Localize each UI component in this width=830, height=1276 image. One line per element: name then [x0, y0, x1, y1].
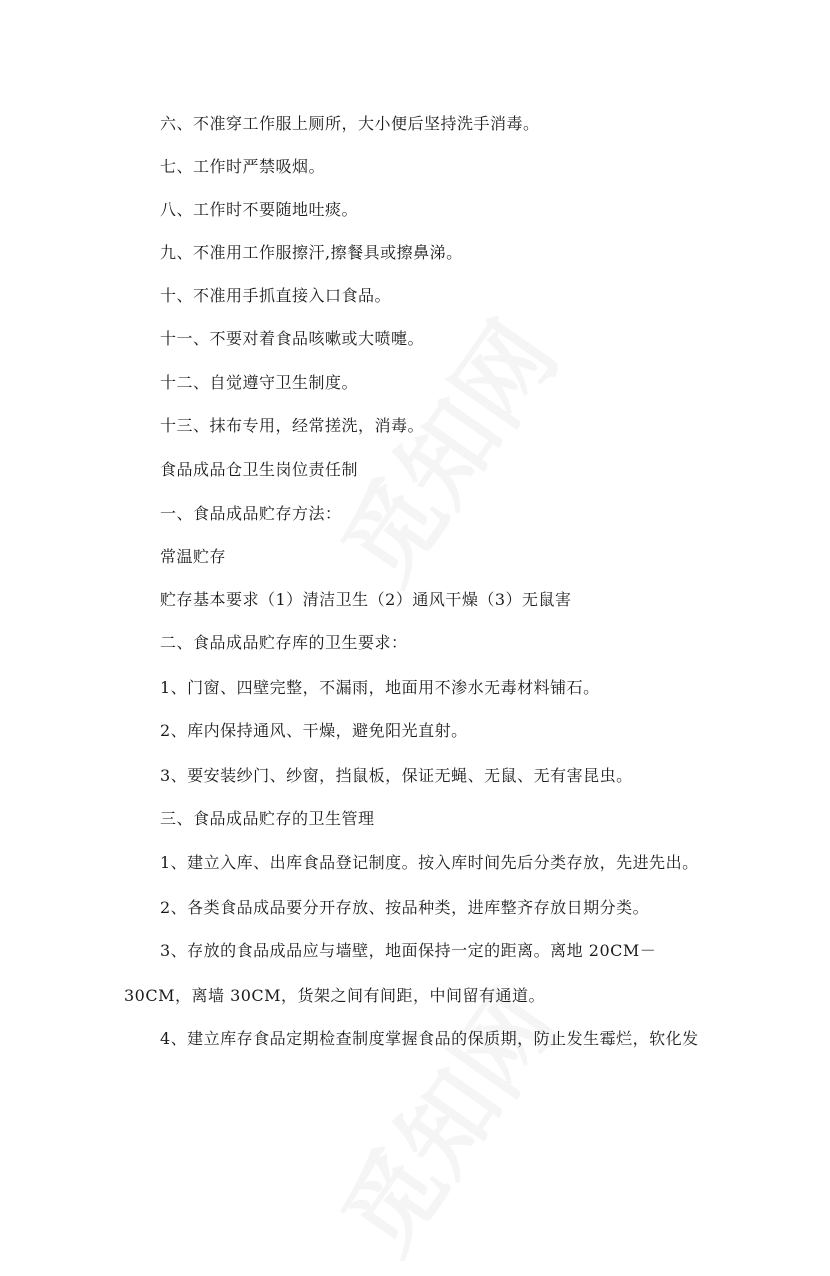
text-line: 六、不准穿工作服上厕所，大小便后坚持洗手消毒。	[160, 114, 540, 133]
text-line: 十、不准用手抓直接入口食品。	[160, 286, 392, 305]
text-line: 常温贮存	[160, 547, 227, 566]
text-line: 2、各类食品成品要分开存放、按品种类，进库整齐存放日期分类。	[160, 898, 650, 917]
watermark-logo	[305, 961, 582, 1275]
text-line: 九、不准用工作服擦汗,擦餐具或擦鼻涕。	[160, 243, 463, 262]
text-line: 3、存放的食品成品应与墙壁，地面保持一定的距离。离地 20CM－	[160, 941, 657, 960]
text-line: 二、食品成品贮存库的卫生要求：	[160, 633, 408, 652]
text-line: 一、食品成品贮存方法：	[160, 504, 342, 523]
text-line: 十二、自觉遵守卫生制度。	[160, 373, 359, 392]
section-heading: 食品成品仓卫生岗位责任制	[160, 460, 359, 479]
text-line: 贮存基本要求（1）清洁卫生（2）通风干燥（3）无鼠害	[160, 590, 572, 609]
text-line: 4、建立库存食品定期检查制度掌握食品的保质期，防止发生霉烂，软化发	[160, 1029, 699, 1048]
text-line: 七、工作时严禁吸烟。	[160, 157, 326, 176]
text-line: 八、工作时不要随地吐痰。	[160, 200, 359, 219]
text-line: 1、建立入库、出库食品登记制度。按入库时间先后分类存放，先进先出。	[160, 853, 699, 872]
text-line: 三、食品成品贮存的卫生管理	[160, 809, 375, 828]
text-line: 十三、抹布专用，经常搓洗，消毒。	[160, 416, 425, 435]
text-line: 十一、不要对着食品咳嗽或大喷嚏。	[160, 329, 425, 348]
text-line: 2、库内保持通风、干燥，避免阳光直射。	[160, 721, 468, 740]
text-line: 30CM，离墙 30CM，货架之间有间距，中间留有通道。	[124, 986, 546, 1005]
text-line: 3、要安装纱门、纱窗，挡鼠板，保证无蝇、无鼠、无有害昆虫。	[160, 766, 633, 785]
text-line: 1、门窗、四壁完整，不漏雨，地面用不渗水无毒材料铺石。	[160, 678, 600, 697]
